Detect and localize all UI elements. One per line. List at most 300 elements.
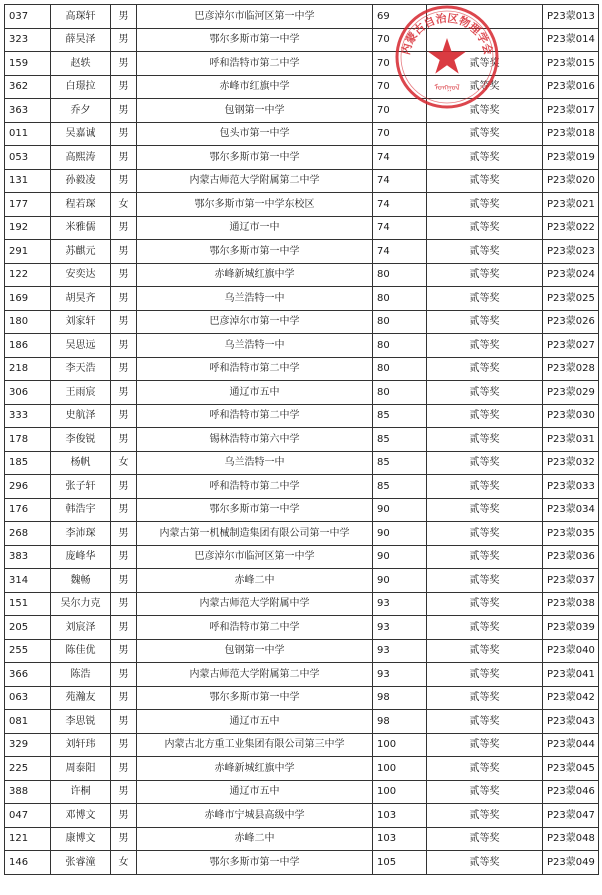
gender-cell: 男 xyxy=(111,122,137,146)
score-cell: 80 xyxy=(373,357,427,381)
certificate-number-cell: P23蒙024 xyxy=(543,263,599,287)
row-id-cell: 053 xyxy=(5,146,51,170)
award-level-cell: 贰等奖 xyxy=(427,216,543,240)
school-name-cell: 赤峰新城红旗中学 xyxy=(137,757,373,781)
school-name-cell: 乌兰浩特一中 xyxy=(137,287,373,311)
row-id-cell: 177 xyxy=(5,193,51,217)
score-cell: 80 xyxy=(373,263,427,287)
row-id-cell: 363 xyxy=(5,99,51,123)
certificate-number-cell: P23蒙017 xyxy=(543,99,599,123)
certificate-number-cell: P23蒙016 xyxy=(543,75,599,99)
table-row xyxy=(5,287,599,311)
student-name-cell: 吴尔力克 xyxy=(51,592,111,616)
certificate-number-cell: P23蒙041 xyxy=(543,663,599,687)
student-name-cell: 高熙涛 xyxy=(51,146,111,170)
gender-cell: 男 xyxy=(111,757,137,781)
table-row xyxy=(5,663,599,687)
award-level-cell: 贰等奖 xyxy=(427,287,543,311)
award-level-cell: 贰等奖 xyxy=(427,310,543,334)
certificate-number-cell: P23蒙028 xyxy=(543,357,599,381)
gender-cell: 男 xyxy=(111,780,137,804)
student-name-cell: 康博文 xyxy=(51,827,111,851)
award-level-cell: 贰等奖 xyxy=(427,827,543,851)
row-id-cell: 291 xyxy=(5,240,51,264)
student-name-cell: 史航泽 xyxy=(51,404,111,428)
award-level-cell: 贰等奖 xyxy=(427,357,543,381)
school-name-cell: 内蒙古师范大学附属中学 xyxy=(137,592,373,616)
score-cell: 74 xyxy=(373,216,427,240)
gender-cell: 男 xyxy=(111,381,137,405)
table-row xyxy=(5,545,599,569)
gender-cell: 男 xyxy=(111,733,137,757)
score-cell: 90 xyxy=(373,569,427,593)
school-name-cell: 内蒙古第一机械制造集团有限公司第一中学 xyxy=(137,522,373,546)
table-row xyxy=(5,404,599,428)
award-level-cell: 贰等奖 xyxy=(427,780,543,804)
table-row xyxy=(5,28,599,52)
certificate-number-cell: P23蒙035 xyxy=(543,522,599,546)
certificate-number-cell: P23蒙031 xyxy=(543,428,599,452)
score-cell: 100 xyxy=(373,780,427,804)
row-id-cell: 047 xyxy=(5,804,51,828)
award-level-cell: 贰等奖 xyxy=(427,381,543,405)
gender-cell: 男 xyxy=(111,569,137,593)
table-row xyxy=(5,193,599,217)
award-level-cell: 贰等奖 xyxy=(427,639,543,663)
row-id-cell: 151 xyxy=(5,592,51,616)
gender-cell: 男 xyxy=(111,663,137,687)
student-name-cell: 孙毅凌 xyxy=(51,169,111,193)
student-name-cell: 吴嘉诚 xyxy=(51,122,111,146)
row-id-cell: 366 xyxy=(5,663,51,687)
certificate-number-cell: P23蒙025 xyxy=(543,287,599,311)
certificate-number-cell: P23蒙045 xyxy=(543,757,599,781)
school-name-cell: 包钢第一中学 xyxy=(137,99,373,123)
certificate-number-cell: P23蒙022 xyxy=(543,216,599,240)
award-level-cell: 贰等奖 xyxy=(427,475,543,499)
table-row xyxy=(5,169,599,193)
student-name-cell: 吴思远 xyxy=(51,334,111,358)
student-name-cell: 李俊锐 xyxy=(51,428,111,452)
certificate-number-cell: P23蒙018 xyxy=(543,122,599,146)
row-id-cell: 037 xyxy=(5,5,51,29)
table-row xyxy=(5,99,599,123)
certificate-number-cell: P23蒙021 xyxy=(543,193,599,217)
student-name-cell: 李思锐 xyxy=(51,710,111,734)
school-name-cell: 呼和浩特市第二中学 xyxy=(137,616,373,640)
school-name-cell: 通辽市五中 xyxy=(137,381,373,405)
student-name-cell: 李沛琛 xyxy=(51,522,111,546)
table-row xyxy=(5,522,599,546)
table-row xyxy=(5,592,599,616)
certificate-number-cell: P23蒙013 xyxy=(543,5,599,29)
table-row xyxy=(5,804,599,828)
award-level-cell: 贰等奖 xyxy=(427,169,543,193)
row-id-cell: 323 xyxy=(5,28,51,52)
table-row xyxy=(5,616,599,640)
table-row xyxy=(5,381,599,405)
row-id-cell: 180 xyxy=(5,310,51,334)
score-cell: 70 xyxy=(373,99,427,123)
award-level-cell: 贰等奖 xyxy=(427,710,543,734)
table-row xyxy=(5,827,599,851)
gender-cell: 女 xyxy=(111,193,137,217)
school-name-cell: 通辽市一中 xyxy=(137,216,373,240)
school-name-cell: 巴彦淖尔市临河区第一中学 xyxy=(137,545,373,569)
student-name-cell: 苏麒元 xyxy=(51,240,111,264)
gender-cell: 男 xyxy=(111,404,137,428)
school-name-cell: 赤峰市宁城县高级中学 xyxy=(137,804,373,828)
score-cell: 80 xyxy=(373,310,427,334)
seal-lower-text: ᠮᠣᠩᠭᠣᠯ xyxy=(434,83,460,92)
award-level-cell: 贰等奖 xyxy=(427,193,543,217)
school-name-cell: 鄂尔多斯市第一中学 xyxy=(137,686,373,710)
award-level-cell: 贰等奖 xyxy=(427,592,543,616)
score-cell: 93 xyxy=(373,592,427,616)
table-row xyxy=(5,451,599,475)
table-row xyxy=(5,686,599,710)
seal-arc-text: 内蒙古自治区物理学会 xyxy=(400,12,494,57)
certificate-number-cell: P23蒙038 xyxy=(543,592,599,616)
certificate-number-cell: P23蒙036 xyxy=(543,545,599,569)
score-cell: 85 xyxy=(373,475,427,499)
table-row xyxy=(5,240,599,264)
score-cell: 85 xyxy=(373,404,427,428)
student-name-cell: 赵轶 xyxy=(51,52,111,76)
school-name-cell: 呼和浩特市第二中学 xyxy=(137,357,373,381)
certificate-number-cell: P23蒙027 xyxy=(543,334,599,358)
score-cell: 80 xyxy=(373,381,427,405)
school-name-cell: 呼和浩特市第二中学 xyxy=(137,475,373,499)
award-level-cell: 贰等奖 xyxy=(427,334,543,358)
score-cell: 93 xyxy=(373,639,427,663)
student-name-cell: 王雨宸 xyxy=(51,381,111,405)
award-level-cell: 贰等奖 xyxy=(427,428,543,452)
student-name-cell: 陈佳优 xyxy=(51,639,111,663)
table-row xyxy=(5,334,599,358)
score-cell: 74 xyxy=(373,193,427,217)
row-id-cell: 131 xyxy=(5,169,51,193)
award-level-cell: 贰等奖 xyxy=(427,757,543,781)
student-name-cell: 韩浩宇 xyxy=(51,498,111,522)
table-row xyxy=(5,569,599,593)
certificate-number-cell: P23蒙047 xyxy=(543,804,599,828)
table-row xyxy=(5,475,599,499)
score-cell: 90 xyxy=(373,545,427,569)
score-cell: 98 xyxy=(373,686,427,710)
award-level-cell: 贰等奖 xyxy=(427,75,543,99)
school-name-cell: 包钢第一中学 xyxy=(137,639,373,663)
score-cell: 90 xyxy=(373,522,427,546)
gender-cell: 男 xyxy=(111,75,137,99)
table-row xyxy=(5,75,599,99)
certificate-number-cell: P23蒙014 xyxy=(543,28,599,52)
school-name-cell: 赤峰新城红旗中学 xyxy=(137,263,373,287)
score-cell: 103 xyxy=(373,827,427,851)
score-cell: 93 xyxy=(373,616,427,640)
school-name-cell: 内蒙古师范大学附属第二中学 xyxy=(137,663,373,687)
school-name-cell: 内蒙古北方重工业集团有限公司第三中学 xyxy=(137,733,373,757)
award-level-cell: 贰等奖 xyxy=(427,498,543,522)
student-name-cell: 安奕达 xyxy=(51,263,111,287)
award-level-cell: 贰等奖 xyxy=(427,146,543,170)
school-name-cell: 鄂尔多斯市第一中学 xyxy=(137,498,373,522)
school-name-cell: 鄂尔多斯市第一中学 xyxy=(137,851,373,875)
row-id-cell: 121 xyxy=(5,827,51,851)
table-row xyxy=(5,216,599,240)
score-cell: 93 xyxy=(373,663,427,687)
award-level-cell: 贰等奖 xyxy=(427,451,543,475)
gender-cell: 男 xyxy=(111,686,137,710)
score-cell: 70 xyxy=(373,75,427,99)
student-name-cell: 庞峰华 xyxy=(51,545,111,569)
certificate-number-cell: P23蒙034 xyxy=(543,498,599,522)
student-name-cell: 周泰阳 xyxy=(51,757,111,781)
gender-cell: 男 xyxy=(111,334,137,358)
table-row xyxy=(5,639,599,663)
certificate-number-cell: P23蒙040 xyxy=(543,639,599,663)
certificate-number-cell: P23蒙023 xyxy=(543,240,599,264)
gender-cell: 男 xyxy=(111,146,137,170)
award-level-cell: 贰等奖 xyxy=(427,522,543,546)
award-level-cell: 贰等奖 xyxy=(427,686,543,710)
school-name-cell: 内蒙古师范大学附属第二中学 xyxy=(137,169,373,193)
student-name-cell: 魏畅 xyxy=(51,569,111,593)
gender-cell: 男 xyxy=(111,804,137,828)
school-name-cell: 鄂尔多斯市第一中学 xyxy=(137,240,373,264)
student-name-cell: 刘宸泽 xyxy=(51,616,111,640)
school-name-cell: 赤峰二中 xyxy=(137,827,373,851)
score-cell: 70 xyxy=(373,122,427,146)
score-cell: 85 xyxy=(373,451,427,475)
school-name-cell: 巴彦淖尔市临河区第一中学 xyxy=(137,5,373,29)
student-name-cell: 张睿潼 xyxy=(51,851,111,875)
row-id-cell: 011 xyxy=(5,122,51,146)
table-row xyxy=(5,310,599,334)
row-id-cell: 169 xyxy=(5,287,51,311)
award-level-cell: 贰等奖 xyxy=(427,122,543,146)
school-name-cell: 鄂尔多斯市第一中学东校区 xyxy=(137,193,373,217)
score-cell: 74 xyxy=(373,240,427,264)
row-id-cell: 192 xyxy=(5,216,51,240)
score-cell: 74 xyxy=(373,146,427,170)
school-name-cell: 赤峰市红旗中学 xyxy=(137,75,373,99)
row-id-cell: 186 xyxy=(5,334,51,358)
gender-cell: 男 xyxy=(111,99,137,123)
school-name-cell: 鄂尔多斯市第一中学 xyxy=(137,146,373,170)
table-row xyxy=(5,757,599,781)
gender-cell: 男 xyxy=(111,287,137,311)
school-name-cell: 巴彦淖尔市第一中学 xyxy=(137,310,373,334)
student-name-cell: 乔夕 xyxy=(51,99,111,123)
student-name-cell: 苑瀚友 xyxy=(51,686,111,710)
score-cell: 98 xyxy=(373,710,427,734)
table-row xyxy=(5,5,599,29)
gender-cell: 男 xyxy=(111,5,137,29)
certificate-number-cell: P23蒙046 xyxy=(543,780,599,804)
gender-cell: 男 xyxy=(111,616,137,640)
certificate-number-cell: P23蒙044 xyxy=(543,733,599,757)
gender-cell: 女 xyxy=(111,451,137,475)
certificate-number-cell: P23蒙032 xyxy=(543,451,599,475)
award-level-cell: 贰等奖 xyxy=(427,52,543,76)
student-name-cell: 杨帆 xyxy=(51,451,111,475)
row-id-cell: 159 xyxy=(5,52,51,76)
student-name-cell: 刘家轩 xyxy=(51,310,111,334)
school-name-cell: 乌兰浩特一中 xyxy=(137,334,373,358)
school-name-cell: 锡林浩特市第六中学 xyxy=(137,428,373,452)
score-cell: 80 xyxy=(373,287,427,311)
certificate-number-cell: P23蒙019 xyxy=(543,146,599,170)
student-name-cell: 陈浩 xyxy=(51,663,111,687)
score-cell: 100 xyxy=(373,733,427,757)
score-cell: 69 xyxy=(373,5,427,29)
score-cell: 100 xyxy=(373,757,427,781)
certificate-number-cell: P23蒙015 xyxy=(543,52,599,76)
award-level-cell: 贰等奖 xyxy=(427,616,543,640)
row-id-cell: 063 xyxy=(5,686,51,710)
student-name-cell: 高琛轩 xyxy=(51,5,111,29)
row-id-cell: 255 xyxy=(5,639,51,663)
school-name-cell: 鄂尔多斯市第一中学 xyxy=(137,28,373,52)
gender-cell: 男 xyxy=(111,310,137,334)
student-name-cell: 邓博文 xyxy=(51,804,111,828)
award-level-cell: 贰等奖 xyxy=(427,851,543,875)
certificate-number-cell: P23蒙049 xyxy=(543,851,599,875)
award-level-cell xyxy=(427,5,543,29)
school-name-cell: 赤峰二中 xyxy=(137,569,373,593)
award-level-cell: 贰等奖 xyxy=(427,569,543,593)
score-cell: 80 xyxy=(373,334,427,358)
row-id-cell: 218 xyxy=(5,357,51,381)
award-level-cell: 贰等奖 xyxy=(427,733,543,757)
table-row xyxy=(5,851,599,875)
award-level-cell: 贰等奖 xyxy=(427,663,543,687)
row-id-cell: 383 xyxy=(5,545,51,569)
certificate-number-cell: P23蒙030 xyxy=(543,404,599,428)
student-name-cell: 张子轩 xyxy=(51,475,111,499)
score-cell: 103 xyxy=(373,804,427,828)
school-name-cell: 呼和浩特市第二中学 xyxy=(137,52,373,76)
school-name-cell: 通辽市五中 xyxy=(137,780,373,804)
award-level-cell: 贰等奖 xyxy=(427,99,543,123)
row-id-cell: 388 xyxy=(5,780,51,804)
gender-cell: 男 xyxy=(111,545,137,569)
row-id-cell: 176 xyxy=(5,498,51,522)
certificate-number-cell: P23蒙037 xyxy=(543,569,599,593)
table-row xyxy=(5,146,599,170)
table-row xyxy=(5,263,599,287)
gender-cell: 男 xyxy=(111,639,137,663)
student-name-cell: 米雅儒 xyxy=(51,216,111,240)
award-level-cell: 贰等奖 xyxy=(427,263,543,287)
table-row xyxy=(5,710,599,734)
row-id-cell: 268 xyxy=(5,522,51,546)
gender-cell: 男 xyxy=(111,592,137,616)
certificate-number-cell: P23蒙026 xyxy=(543,310,599,334)
award-table-body xyxy=(5,5,599,875)
row-id-cell: 178 xyxy=(5,428,51,452)
row-id-cell: 081 xyxy=(5,710,51,734)
school-name-cell: 呼和浩特市第二中学 xyxy=(137,404,373,428)
award-level-cell: 贰等奖 xyxy=(427,240,543,264)
student-name-cell: 薛昊泽 xyxy=(51,28,111,52)
certificate-number-cell: P23蒙020 xyxy=(543,169,599,193)
gender-cell: 男 xyxy=(111,498,137,522)
gender-cell: 男 xyxy=(111,52,137,76)
row-id-cell: 146 xyxy=(5,851,51,875)
gender-cell: 男 xyxy=(111,216,137,240)
certificate-number-cell: P23蒙039 xyxy=(543,616,599,640)
table-row xyxy=(5,780,599,804)
table-row xyxy=(5,733,599,757)
school-name-cell: 通辽市五中 xyxy=(137,710,373,734)
row-id-cell: 314 xyxy=(5,569,51,593)
row-id-cell: 225 xyxy=(5,757,51,781)
certificate-number-cell: P23蒙048 xyxy=(543,827,599,851)
student-name-cell: 李天浩 xyxy=(51,357,111,381)
row-id-cell: 296 xyxy=(5,475,51,499)
gender-cell: 男 xyxy=(111,710,137,734)
table-row xyxy=(5,357,599,381)
gender-cell: 男 xyxy=(111,522,137,546)
gender-cell: 男 xyxy=(111,827,137,851)
gender-cell: 男 xyxy=(111,428,137,452)
table-row xyxy=(5,428,599,452)
gender-cell: 女 xyxy=(111,851,137,875)
gender-cell: 男 xyxy=(111,169,137,193)
row-id-cell: 306 xyxy=(5,381,51,405)
certificate-number-cell: P23蒙042 xyxy=(543,686,599,710)
award-level-cell: 贰等奖 xyxy=(427,545,543,569)
award-table xyxy=(4,4,599,875)
score-cell: 74 xyxy=(373,169,427,193)
certificate-number-cell: P23蒙029 xyxy=(543,381,599,405)
gender-cell: 男 xyxy=(111,240,137,264)
award-level-cell: 贰等奖 xyxy=(427,404,543,428)
student-name-cell: 许桐 xyxy=(51,780,111,804)
certificate-number-cell: P23蒙033 xyxy=(543,475,599,499)
award-level-cell: 贰等奖 xyxy=(427,804,543,828)
school-name-cell: 包头市第一中学 xyxy=(137,122,373,146)
certificate-number-cell: P23蒙043 xyxy=(543,710,599,734)
school-name-cell: 乌兰浩特一中 xyxy=(137,451,373,475)
gender-cell: 男 xyxy=(111,475,137,499)
row-id-cell: 329 xyxy=(5,733,51,757)
score-cell: 85 xyxy=(373,428,427,452)
row-id-cell: 122 xyxy=(5,263,51,287)
award-level-cell xyxy=(427,28,543,52)
student-name-cell: 胡昊齐 xyxy=(51,287,111,311)
table-row xyxy=(5,52,599,76)
student-name-cell: 程若琛 xyxy=(51,193,111,217)
row-id-cell: 362 xyxy=(5,75,51,99)
score-cell: 70 xyxy=(373,52,427,76)
student-name-cell: 刘轩玮 xyxy=(51,733,111,757)
gender-cell: 男 xyxy=(111,28,137,52)
score-cell: 90 xyxy=(373,498,427,522)
row-id-cell: 205 xyxy=(5,616,51,640)
row-id-cell: 333 xyxy=(5,404,51,428)
table-row xyxy=(5,122,599,146)
table-row xyxy=(5,498,599,522)
score-cell: 70 xyxy=(373,28,427,52)
score-cell: 105 xyxy=(373,851,427,875)
student-name-cell: 白璟拉 xyxy=(51,75,111,99)
row-id-cell: 185 xyxy=(5,451,51,475)
gender-cell: 男 xyxy=(111,263,137,287)
gender-cell: 男 xyxy=(111,357,137,381)
